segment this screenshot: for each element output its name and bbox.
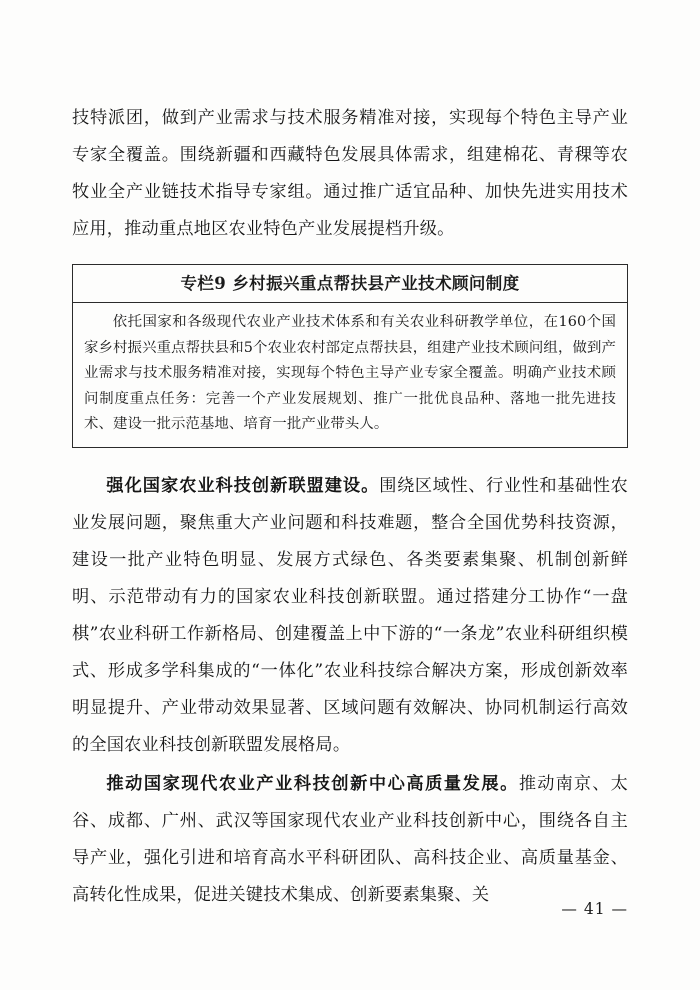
paragraph-innovation-center — [72, 766, 628, 914]
paragraph-innovation-center-lead: 推动国家现代农业产业科技创新中心高质量发展。 — [106, 773, 519, 794]
feature-box-title: 专栏9 乡村振兴重点帮扶县产业技术顾问制度 — [73, 265, 627, 303]
feature-box-column-9 — [72, 264, 628, 448]
paragraph-alliance-lead: 强化国家农业科技创新联盟建设。 — [106, 475, 380, 496]
paragraph-continued: 技特派团，做到产业需求与技术服务精准对接，实现每个特色主导产业专家全覆盖。围绕新疆和西藏特色发展具体需求，组建棉花、青稞等农牧业全产业链技术指导专家组。通过推广适宜品种、加快先进实用技术应用，推动重点地区农业特色产业发展提档升级。 — [72, 108, 628, 239]
paragraph-alliance — [72, 468, 628, 764]
paragraph-alliance-text: 围绕区域性、行业性和基础性农业发展问题，聚焦重大产业问题和科技难题，整合全国优势科技资源，建设一批产业特色明显、发展方式绿色、各类要素集聚、机制创新鲜明、示范带动有力的国家农业科技创新联盟。通过搭建分工协作“一盘棋”农业科研工作新格局、创建覆盖上中下游的“一条龙”农业科研组织模式、形成多学科集成的“一体化”农业科技综合解决方案，形成创新效率明显提升、产业带动效果显著、区域问题有效解决、协同机制运行高效的全国农业科技创新联盟发展格局。 — [72, 475, 628, 755]
feature-box-body: 依托国家和各级现代农业产业技术体系和有关农业科研教学单位，在160个国家乡村振兴重点帮扶县和5个农业农村部定点帮扶县，组建产业技术顾问组，做到产业需求与技术服务精准对接，实现每个特色主导产业专家全覆盖。明确产业技术顾问制度重点任务：完善一个产业发展规划、推广一批优良品种、落地一批先进技术、建设一批示范基地、培育一批产业带头人。 — [84, 314, 616, 432]
page-number: — 41 — — [561, 900, 628, 918]
paragraph-innovation-center-text: 推动南京、太谷、成都、广州、武汉等国家现代农业产业科技创新中心，围绕各自主导产业，强化引进和培育高水平科研团队、高科技企业、高质量基金、高转化性成果，促进关键技术集成、创新要素集聚、关 — [72, 773, 629, 905]
